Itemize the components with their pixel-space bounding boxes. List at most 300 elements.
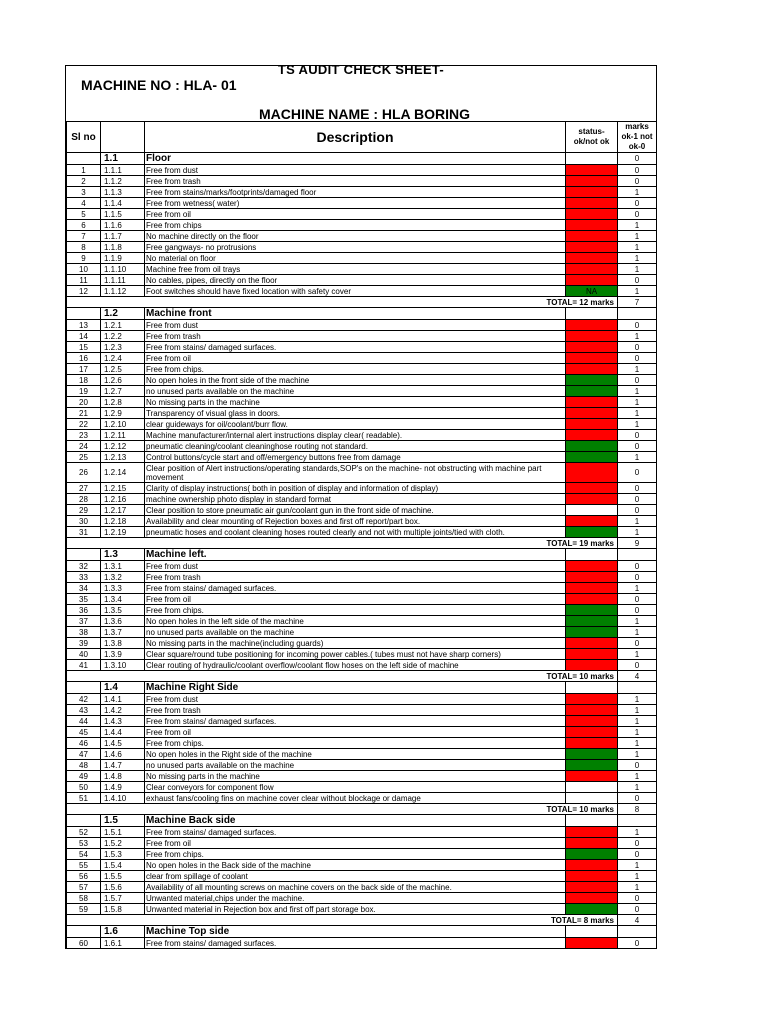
table-row xyxy=(67,452,657,463)
item-mark: 0 xyxy=(618,494,657,505)
table-row xyxy=(67,275,657,286)
item-code: 1.3.6 xyxy=(101,616,145,627)
status-cell[interactable] xyxy=(566,738,618,749)
item-description: Unwanted material in Rejection box and first off part storage box. xyxy=(145,904,566,915)
total-row xyxy=(67,671,657,682)
item-description: No open holes in the left side of the machine xyxy=(145,616,566,627)
item-mark: 1 xyxy=(618,386,657,397)
item-sl-no: 58 xyxy=(67,893,101,904)
status-cell[interactable] xyxy=(566,408,618,419)
section-title: Machine Top side xyxy=(145,926,566,938)
item-sl-no: 39 xyxy=(67,638,101,649)
item-mark: 0 xyxy=(618,605,657,616)
status-cell[interactable] xyxy=(566,638,618,649)
item-sl-no: 47 xyxy=(67,749,101,760)
item-description: Free from oil xyxy=(145,727,566,738)
item-description: No open holes in the Back side of the machine xyxy=(145,860,566,871)
item-mark: 0 xyxy=(618,793,657,804)
item-mark: 0 xyxy=(618,561,657,572)
item-mark: 1 xyxy=(618,331,657,342)
item-mark: 0 xyxy=(618,165,657,176)
item-sl-no: 40 xyxy=(67,649,101,660)
section-sl-cell xyxy=(67,682,101,694)
item-code: 1.6.1 xyxy=(101,938,145,949)
item-mark: 1 xyxy=(618,364,657,375)
item-code: 1.1.11 xyxy=(101,275,145,286)
item-code: 1.2.3 xyxy=(101,342,145,353)
section-title: Machine front xyxy=(145,308,566,320)
status-cell[interactable] xyxy=(566,220,618,231)
item-code: 1.4.2 xyxy=(101,705,145,716)
table-row xyxy=(67,572,657,583)
section-code: 1.5 xyxy=(101,815,145,827)
status-cell[interactable] xyxy=(566,782,618,793)
item-code: 1.2.17 xyxy=(101,505,145,516)
item-sl-no: 17 xyxy=(67,364,101,375)
item-mark: 0 xyxy=(618,483,657,494)
table-row xyxy=(67,505,657,516)
item-description: Free from chips. xyxy=(145,738,566,749)
item-mark: 0 xyxy=(618,320,657,331)
status-cell[interactable] xyxy=(566,353,618,364)
item-mark: 1 xyxy=(618,860,657,871)
item-mark: 1 xyxy=(618,705,657,716)
status-cell[interactable] xyxy=(566,386,618,397)
item-description: Unwanted material,chips under the machine. xyxy=(145,893,566,904)
item-code: 1.5.1 xyxy=(101,827,145,838)
item-mark: 1 xyxy=(618,419,657,430)
item-sl-no: 33 xyxy=(67,572,101,583)
status-cell[interactable] xyxy=(566,627,618,638)
total-value: 8 xyxy=(618,804,657,815)
table-row xyxy=(67,649,657,660)
item-mark: 0 xyxy=(618,849,657,860)
item-mark: 0 xyxy=(618,176,657,187)
item-description: Free from trash xyxy=(145,331,566,342)
section-title: Machine Back side xyxy=(145,815,566,827)
table-row xyxy=(67,738,657,749)
section-sl-cell xyxy=(67,153,101,165)
item-sl-no: 11 xyxy=(67,275,101,286)
item-sl-no: 13 xyxy=(67,320,101,331)
item-sl-no: 31 xyxy=(67,527,101,538)
table-row xyxy=(67,627,657,638)
item-code: 1.5.2 xyxy=(101,838,145,849)
status-cell[interactable] xyxy=(566,516,618,527)
item-description: Free from trash xyxy=(145,572,566,583)
status-cell[interactable] xyxy=(566,527,618,538)
section-mark xyxy=(618,682,657,694)
status-cell[interactable] xyxy=(566,242,618,253)
item-description: No missing parts in the machine xyxy=(145,397,566,408)
item-mark: 1 xyxy=(618,242,657,253)
item-sl-no: 28 xyxy=(67,494,101,505)
item-code: 1.1.7 xyxy=(101,231,145,242)
table-row xyxy=(67,849,657,860)
section-code: 1.6 xyxy=(101,926,145,938)
table-row xyxy=(67,331,657,342)
section-code: 1.1 xyxy=(101,153,145,165)
item-code: 1.2.12 xyxy=(101,441,145,452)
item-code: 1.4.7 xyxy=(101,760,145,771)
item-code: 1.2.5 xyxy=(101,364,145,375)
section-code: 1.4 xyxy=(101,682,145,694)
section-mark xyxy=(618,549,657,561)
table-row xyxy=(67,364,657,375)
item-description: machine ownership photo display in standard format xyxy=(145,494,566,505)
table-row xyxy=(67,494,657,505)
status-cell[interactable] xyxy=(566,860,618,871)
item-description: Clear conveyors for component flow xyxy=(145,782,566,793)
status-cell[interactable] xyxy=(566,694,618,705)
item-description: No material on floor xyxy=(145,253,566,264)
section-title: Machine Right Side xyxy=(145,682,566,694)
table-row xyxy=(67,749,657,760)
table-row xyxy=(67,231,657,242)
item-mark: 1 xyxy=(618,716,657,727)
item-description: Free from trash xyxy=(145,176,566,187)
item-sl-no: 52 xyxy=(67,827,101,838)
status-cell[interactable] xyxy=(566,364,618,375)
section-sl-cell xyxy=(67,308,101,320)
machine-no: MACHINE NO : HLA- 01 xyxy=(81,77,237,93)
item-sl-no: 26 xyxy=(67,463,101,483)
table-row xyxy=(67,882,657,893)
item-mark: 1 xyxy=(618,771,657,782)
table-row xyxy=(67,408,657,419)
item-description: Free from chips. xyxy=(145,364,566,375)
table-row xyxy=(67,561,657,572)
status-cell[interactable] xyxy=(566,849,618,860)
table-row xyxy=(67,938,657,949)
status-cell[interactable] xyxy=(566,187,618,198)
item-code: 1.4.6 xyxy=(101,749,145,760)
total-label: TOTAL= 10 marks xyxy=(67,804,618,815)
checklist-body xyxy=(67,153,657,949)
status-cell[interactable] xyxy=(566,771,618,782)
status-cell[interactable] xyxy=(566,727,618,738)
item-code: 1.4.9 xyxy=(101,782,145,793)
total-value: 4 xyxy=(618,671,657,682)
item-sl-no: 14 xyxy=(67,331,101,342)
status-cell[interactable] xyxy=(566,838,618,849)
item-description: Free from chips. xyxy=(145,605,566,616)
status-cell[interactable] xyxy=(566,320,618,331)
item-description: Free from wetness( water) xyxy=(145,198,566,209)
item-code: 1.1.12 xyxy=(101,286,145,297)
item-description: Machine manufacturer/internal alert instructions display clear( readable). xyxy=(145,430,566,441)
item-mark: 1 xyxy=(618,187,657,198)
item-code: 1.3.2 xyxy=(101,572,145,583)
section-sl-cell xyxy=(67,549,101,561)
status-cell[interactable] xyxy=(566,561,618,572)
status-cell[interactable] xyxy=(566,198,618,209)
item-sl-no: 19 xyxy=(67,386,101,397)
total-row xyxy=(67,538,657,549)
item-code: 1.1.1 xyxy=(101,165,145,176)
section-header-row xyxy=(67,682,657,694)
table-row xyxy=(67,527,657,538)
table-row xyxy=(67,793,657,804)
item-description: No cables, pipes, directly on the floor xyxy=(145,275,566,286)
item-code: 1.5.4 xyxy=(101,860,145,871)
item-sl-no: 22 xyxy=(67,419,101,430)
item-description: Free from oil xyxy=(145,353,566,364)
item-code: 1.2.6 xyxy=(101,375,145,386)
status-cell[interactable] xyxy=(566,176,618,187)
item-sl-no: 55 xyxy=(67,860,101,871)
item-description: Availability and clear mounting of Rejection boxes and first off report/part box. xyxy=(145,516,566,527)
table-row xyxy=(67,904,657,915)
item-code: 1.2.4 xyxy=(101,353,145,364)
item-code: 1.1.10 xyxy=(101,264,145,275)
total-row xyxy=(67,804,657,815)
item-mark: 0 xyxy=(618,594,657,605)
item-mark: 1 xyxy=(618,871,657,882)
item-code: 1.2.10 xyxy=(101,419,145,430)
status-cell[interactable] xyxy=(566,660,618,671)
status-cell[interactable] xyxy=(566,463,618,483)
total-label: TOTAL= 12 marks xyxy=(67,297,618,308)
item-sl-no: 25 xyxy=(67,452,101,463)
table-row xyxy=(67,165,657,176)
status-cell[interactable] xyxy=(566,494,618,505)
table-row xyxy=(67,220,657,231)
table-row xyxy=(67,483,657,494)
item-code: 1.2.7 xyxy=(101,386,145,397)
table-row xyxy=(67,638,657,649)
item-sl-no: 44 xyxy=(67,716,101,727)
table-row xyxy=(67,760,657,771)
status-cell[interactable] xyxy=(566,331,618,342)
item-mark: 1 xyxy=(618,649,657,660)
section-header-row xyxy=(67,308,657,320)
item-description: pneumatic hoses and coolant cleaning hoses routed clearly and not with multiple joints/tied with cloth. xyxy=(145,527,566,538)
status-cell[interactable] xyxy=(566,342,618,353)
item-mark: 1 xyxy=(618,738,657,749)
status-cell[interactable] xyxy=(566,749,618,760)
table-row xyxy=(67,893,657,904)
item-mark: 0 xyxy=(618,838,657,849)
section-header-row xyxy=(67,926,657,938)
status-cell[interactable] xyxy=(566,397,618,408)
item-code: 1.5.5 xyxy=(101,871,145,882)
item-code: 1.2.19 xyxy=(101,527,145,538)
table-row xyxy=(67,771,657,782)
status-cell[interactable] xyxy=(566,583,618,594)
table-row xyxy=(67,583,657,594)
status-cell[interactable] xyxy=(566,572,618,583)
status-cell[interactable] xyxy=(566,452,618,463)
item-code: 1.2.18 xyxy=(101,516,145,527)
status-cell[interactable] xyxy=(566,649,618,660)
item-code: 1.5.6 xyxy=(101,882,145,893)
table-row xyxy=(67,375,657,386)
item-mark: 1 xyxy=(618,782,657,793)
status-cell[interactable] xyxy=(566,827,618,838)
item-code: 1.2.9 xyxy=(101,408,145,419)
status-cell[interactable] xyxy=(566,505,618,516)
item-description: Clarity of display instructions( both in position of display and information of display) xyxy=(145,483,566,494)
section-status-cell xyxy=(566,308,618,320)
item-code: 1.3.1 xyxy=(101,561,145,572)
total-row xyxy=(67,915,657,926)
item-code: 1.4.10 xyxy=(101,793,145,804)
item-mark: 0 xyxy=(618,660,657,671)
status-cell[interactable] xyxy=(566,253,618,264)
item-description: no unused parts available on the machine xyxy=(145,627,566,638)
section-mark xyxy=(618,815,657,827)
item-description: clear from spillage of coolant xyxy=(145,871,566,882)
item-mark: 0 xyxy=(618,938,657,949)
status-cell[interactable] xyxy=(566,616,618,627)
status-cell[interactable] xyxy=(566,483,618,494)
status-cell[interactable] xyxy=(566,605,618,616)
item-sl-no: 48 xyxy=(67,760,101,771)
item-description: Free from dust xyxy=(145,320,566,331)
item-code: 1.3.3 xyxy=(101,583,145,594)
item-description: Free from stains/marks/footprints/damaged floor xyxy=(145,187,566,198)
machine-name: MACHINE NAME : HLA BORING xyxy=(259,106,471,122)
item-sl-no: 9 xyxy=(67,253,101,264)
table-row xyxy=(67,705,657,716)
section-title: Machine left. xyxy=(145,549,566,561)
item-code: 1.1.9 xyxy=(101,253,145,264)
item-description: No machine directly on the floor xyxy=(145,231,566,242)
item-sl-no: 50 xyxy=(67,782,101,793)
status-cell[interactable] xyxy=(566,882,618,893)
total-label: TOTAL= 8 marks xyxy=(67,915,618,926)
item-code: 1.4.5 xyxy=(101,738,145,749)
item-code: 1.3.4 xyxy=(101,594,145,605)
item-mark: 0 xyxy=(618,505,657,516)
item-code: 1.2.1 xyxy=(101,320,145,331)
item-description: Free from stains/ damaged surfaces. xyxy=(145,342,566,353)
item-code: 1.2.13 xyxy=(101,452,145,463)
status-cell[interactable] xyxy=(566,209,618,220)
item-code: 1.1.3 xyxy=(101,187,145,198)
item-sl-no: 38 xyxy=(67,627,101,638)
item-mark: 0 xyxy=(618,760,657,771)
item-sl-no: 16 xyxy=(67,353,101,364)
item-mark: 0 xyxy=(618,209,657,220)
item-code: 1.5.7 xyxy=(101,893,145,904)
table-row xyxy=(67,516,657,527)
item-sl-no: 20 xyxy=(67,397,101,408)
status-cell[interactable] xyxy=(566,231,618,242)
table-row xyxy=(67,605,657,616)
item-description: Transparency of visual glass in doors. xyxy=(145,408,566,419)
section-status-cell xyxy=(566,549,618,561)
status-cell[interactable] xyxy=(566,375,618,386)
status-cell[interactable] xyxy=(566,419,618,430)
section-status-cell xyxy=(566,682,618,694)
item-code: 1.1.4 xyxy=(101,198,145,209)
table-row xyxy=(67,430,657,441)
table-row xyxy=(67,463,657,483)
section-status-cell xyxy=(566,815,618,827)
status-cell[interactable]: NA xyxy=(566,286,618,297)
section-code: 1.3 xyxy=(101,549,145,561)
status-cell[interactable] xyxy=(566,430,618,441)
item-mark: 1 xyxy=(618,231,657,242)
section-header-row xyxy=(67,153,657,165)
item-description: clear guideways for oil/coolant/burr flow. xyxy=(145,419,566,430)
item-sl-no: 36 xyxy=(67,605,101,616)
item-mark: 1 xyxy=(618,397,657,408)
item-description: No missing parts in the machine(including guards) xyxy=(145,638,566,649)
item-code: 1.5.8 xyxy=(101,904,145,915)
item-code: 1.5.3 xyxy=(101,849,145,860)
item-mark: 0 xyxy=(618,904,657,915)
table-row xyxy=(67,187,657,198)
item-description: No open holes in the front side of the machine xyxy=(145,375,566,386)
item-sl-no: 24 xyxy=(67,441,101,452)
item-description: Free from dust xyxy=(145,694,566,705)
status-cell[interactable] xyxy=(566,264,618,275)
status-cell[interactable] xyxy=(566,441,618,452)
item-description: pneumatic cleaning/coolant cleaninghose routing not standard. xyxy=(145,441,566,452)
item-mark: 0 xyxy=(618,572,657,583)
status-cell[interactable] xyxy=(566,793,618,804)
item-mark: 0 xyxy=(618,342,657,353)
status-cell[interactable] xyxy=(566,716,618,727)
item-description: Free from dust xyxy=(145,561,566,572)
total-value: 4 xyxy=(618,915,657,926)
status-cell[interactable] xyxy=(566,594,618,605)
item-sl-no: 57 xyxy=(67,882,101,893)
section-status-cell xyxy=(566,926,618,938)
item-mark: 0 xyxy=(618,430,657,441)
item-sl-no: 21 xyxy=(67,408,101,419)
status-cell[interactable] xyxy=(566,871,618,882)
item-sl-no: 10 xyxy=(67,264,101,275)
item-sl-no: 3 xyxy=(67,187,101,198)
status-cell[interactable] xyxy=(566,938,618,949)
item-sl-no: 56 xyxy=(67,871,101,882)
total-label: TOTAL= 19 marks xyxy=(67,538,618,549)
item-sl-no: 12 xyxy=(67,286,101,297)
status-cell[interactable] xyxy=(566,165,618,176)
table-row xyxy=(67,871,657,882)
item-mark: 0 xyxy=(618,463,657,483)
status-cell[interactable] xyxy=(566,893,618,904)
item-code: 1.3.5 xyxy=(101,605,145,616)
table-row xyxy=(67,342,657,353)
item-sl-no: 23 xyxy=(67,430,101,441)
status-cell[interactable] xyxy=(566,904,618,915)
status-cell[interactable] xyxy=(566,705,618,716)
item-sl-no: 29 xyxy=(67,505,101,516)
status-cell[interactable] xyxy=(566,275,618,286)
table-row xyxy=(67,353,657,364)
table-row xyxy=(67,838,657,849)
audit-sheet xyxy=(65,62,657,949)
item-mark: 1 xyxy=(618,827,657,838)
table-row xyxy=(67,209,657,220)
table-row xyxy=(67,198,657,209)
status-cell[interactable] xyxy=(566,760,618,771)
item-mark: 0 xyxy=(618,275,657,286)
table-row xyxy=(67,860,657,871)
sheet-header xyxy=(66,62,656,122)
table-row xyxy=(67,419,657,430)
item-code: 1.3.7 xyxy=(101,627,145,638)
item-sl-no: 30 xyxy=(67,516,101,527)
item-mark: 1 xyxy=(618,727,657,738)
table-row xyxy=(67,827,657,838)
item-code: 1.4.3 xyxy=(101,716,145,727)
